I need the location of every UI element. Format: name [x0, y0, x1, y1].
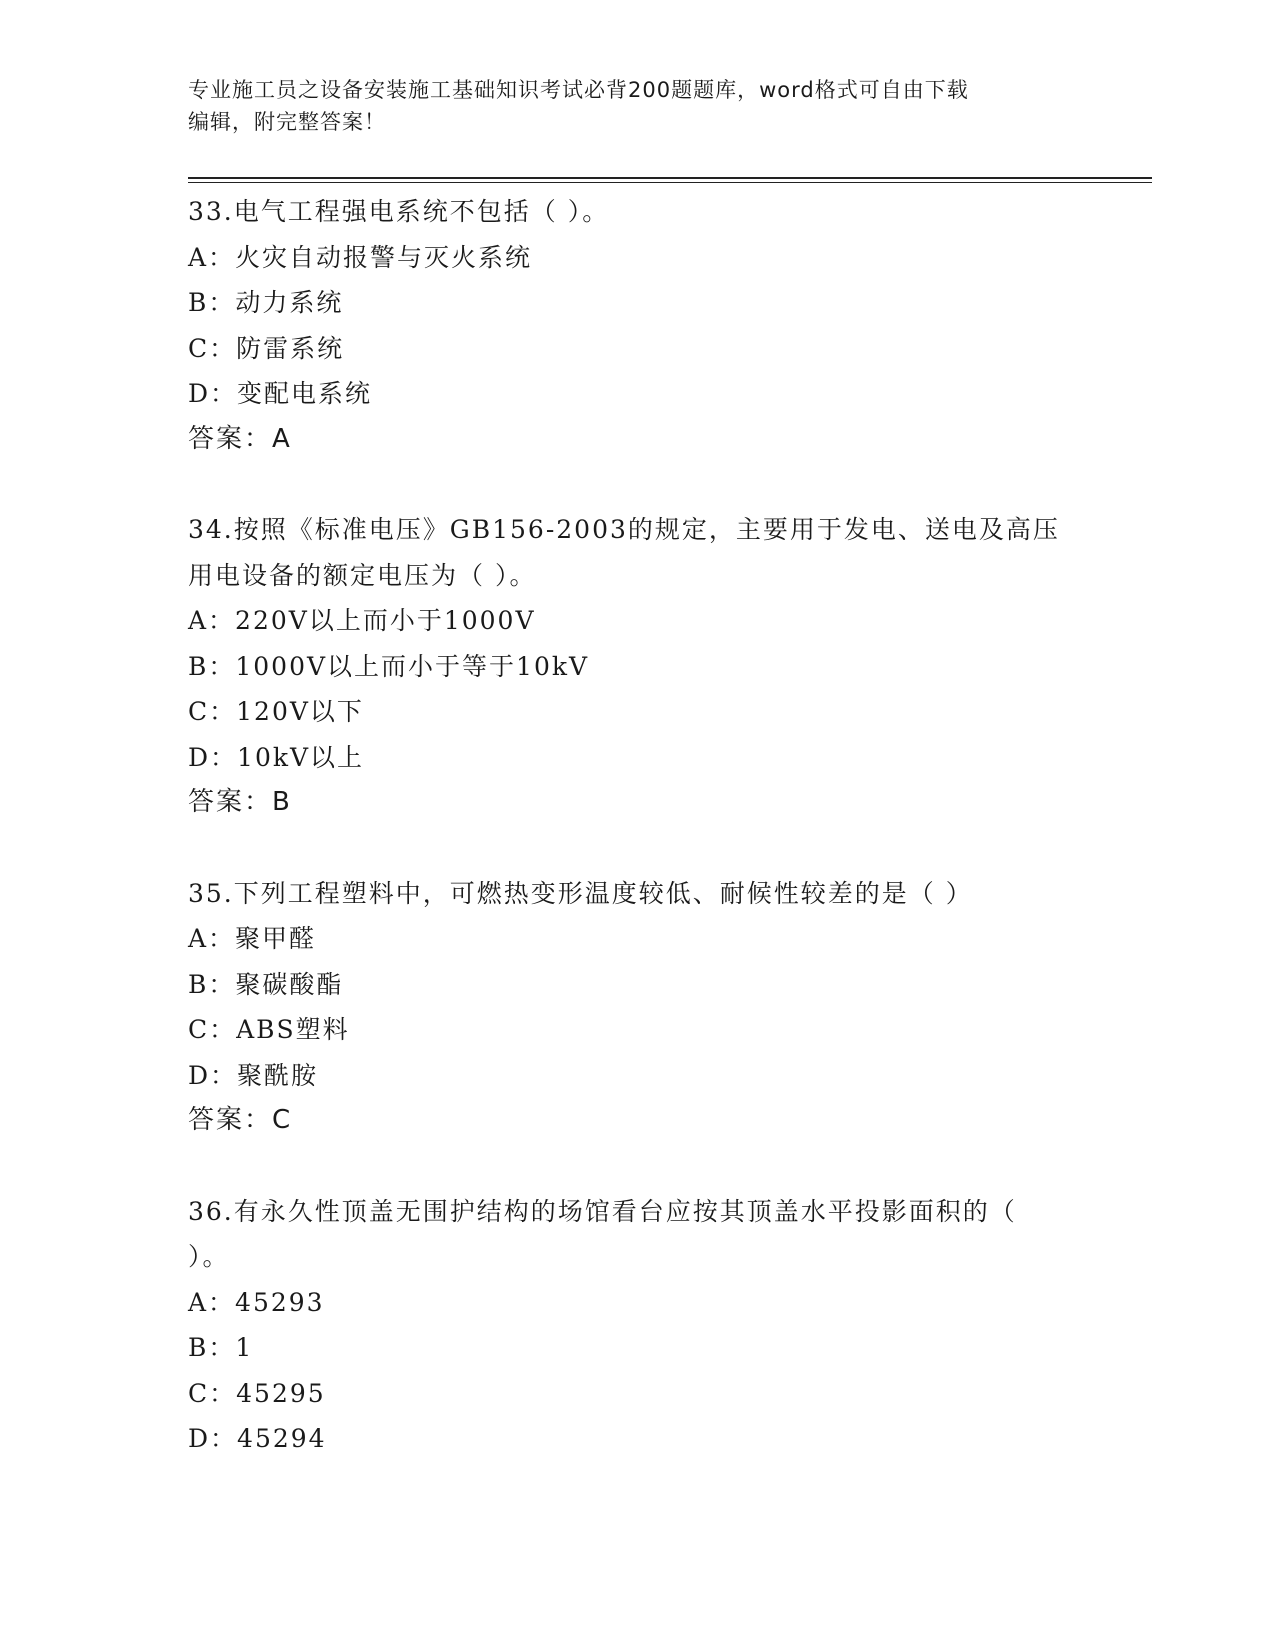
- question-36: [188, 1189, 1088, 1462]
- header-line-2: 编辑，附完整答案！: [188, 110, 386, 134]
- question-stem-line-2: 用电设备的额定电压为（ ）。: [188, 560, 537, 590]
- option-c: C：防雷系统: [188, 333, 345, 363]
- answer-line: 答案：B: [188, 787, 292, 817]
- option-c: C：120V以下: [188, 697, 364, 726]
- option-d: D：聚酰胺: [188, 1060, 319, 1090]
- option-d: D：变配电系统: [188, 379, 373, 408]
- question-stem-line-2: ）。: [188, 1242, 230, 1271]
- header-divider-thin: [188, 182, 1152, 183]
- option-c: C：45295: [188, 1378, 326, 1408]
- option-b: B：聚碳酸酯: [188, 969, 344, 999]
- question-35: [188, 871, 1088, 1144]
- answer-line: 答案：A: [188, 423, 292, 454]
- option-d: D：45294: [188, 1424, 327, 1453]
- answer-line: 答案：C: [188, 1105, 293, 1135]
- document-header: [188, 74, 1088, 138]
- question-stem-line-1: 36.有永久性顶盖无围护结构的场馆看台应按其顶盖水平投影面积的（: [188, 1196, 1017, 1226]
- option-a: A：火灾自动报警与灭火系统: [188, 242, 533, 272]
- option-b: B：1: [188, 1333, 254, 1362]
- option-d: D：10kV以上: [188, 742, 365, 772]
- option-a: A：45293: [188, 1287, 325, 1317]
- option-b: B：动力系统: [188, 288, 344, 317]
- option-a: A：聚甲醛: [188, 924, 317, 953]
- question-stem: 33.电气工程强电系统不包括（ ）。: [188, 197, 610, 226]
- option-c: C：ABS塑料: [188, 1015, 350, 1044]
- question-34: [188, 507, 1088, 826]
- question-stem: 35.下列工程塑料中，可燃热变形温度较低、耐候性较差的是（ ）: [188, 878, 973, 908]
- question-list: [188, 189, 1088, 1507]
- question-stem-line-1: 34.按照《标准电压》GB156-2003的规定，主要用于发电、送电及高压: [188, 515, 1060, 544]
- header-divider-thick: [188, 177, 1152, 179]
- question-33: [188, 189, 1088, 462]
- header-line-1: 专业施工员之设备安装施工基础知识考试必背200题题库，word格式可自由下载: [188, 78, 969, 102]
- option-a: A：220V以上而小于1000V: [188, 606, 536, 635]
- option-b: B：1000V以上而小于等于10kV: [188, 651, 590, 681]
